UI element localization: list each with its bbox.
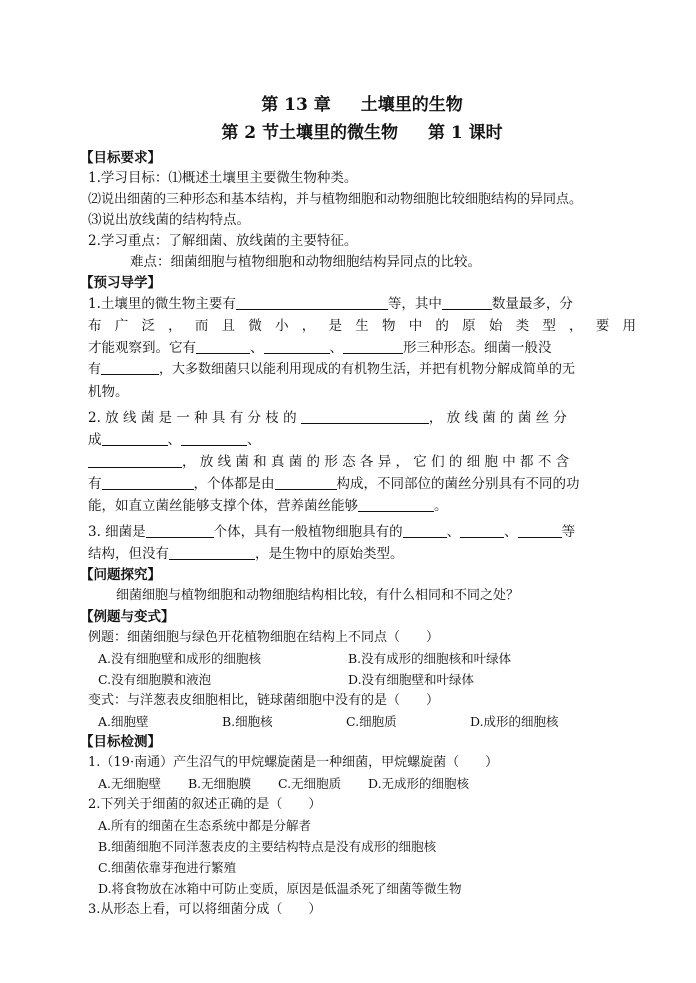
check-q1-options [88, 773, 636, 794]
answer-blank[interactable] [442, 295, 492, 310]
preview-q1-line2: 布 广 泛 ， 而 且 微 小 ， 是 生 物 中 的 原 始 类 型 ， 要 用 [88, 318, 636, 334]
variant-options [88, 711, 636, 732]
answer-blank[interactable] [301, 409, 429, 424]
option[interactable]: A.所有的细菌在生态系统中都是分解者 [98, 818, 312, 833]
lesson-number: 第 1 课时 [428, 123, 503, 143]
check-q2-option-b [88, 836, 636, 857]
goal-line: 1.学习目标：⑴概述土壤里主要微生物种类。 [88, 170, 358, 186]
check-q2-option-c [88, 857, 636, 878]
inquiry-text: 细菌细胞与植物细胞和动物细胞结构相比较，有什么相同和不同之处？ [116, 588, 520, 603]
example-question: 例题：细菌细胞与绿色开花植物细胞在结构上不同点（ ） [88, 630, 440, 645]
option[interactable]: C.细胞质 [346, 714, 397, 729]
option[interactable]: D.没有细胞壁和叶绿体 [348, 672, 475, 687]
answer-blank[interactable] [343, 339, 403, 354]
option[interactable]: C.细菌依靠芽孢进行繁殖 [98, 860, 237, 875]
chapter-name: 土壤里的生物 [360, 95, 463, 115]
example-options-row1 [88, 648, 636, 669]
option[interactable]: C.没有细胞膜和液泡 [98, 672, 212, 687]
variant-question: 变式：与洋葱表皮细胞相比，链球菌细胞中没有的是（ ） [88, 693, 440, 708]
example-options-row2 [88, 669, 636, 690]
option[interactable]: B.无细胞膜 [188, 776, 252, 791]
option[interactable]: C.无细胞质 [278, 776, 342, 791]
preview-q2-line4: 有 ，个体都是由 构成，不同部位的菌丝分别具有不同的功 [88, 476, 580, 492]
answer-blank[interactable] [403, 523, 447, 538]
preview-q2-line3: ， 放 线 菌 和 真 菌 的 形 态 各 异 ， 它 们 的 细 胞 中 都 不 含 [88, 451, 636, 473]
chapter-number: 第 13 章 [261, 95, 331, 115]
preview-q2-line2: 成 、 、 [88, 432, 261, 448]
answer-blank[interactable] [236, 295, 388, 310]
answer-blank[interactable] [181, 431, 247, 446]
preview-q1-line4: 有 ，大多数细菌只以能利用现成的有机物生活，并把有机物分解成简单的无 [88, 362, 576, 377]
section-title [88, 120, 636, 146]
preview-heading: 【预习导学】 [80, 275, 161, 291]
answer-blank[interactable] [102, 475, 194, 490]
option[interactable]: B.细胞核 [222, 714, 273, 729]
check-question-1: 1.（19·南通）产生沼气的甲烷螺旋菌是一种细菌，甲烷螺旋菌（ ） [88, 755, 499, 770]
check-question-2: 2.下列关于细菌的叙述正确的是（ ） [88, 797, 322, 812]
inquiry-heading: 【问题探究】 [80, 567, 161, 583]
option[interactable]: A.无细胞壁 [98, 776, 162, 791]
option[interactable]: B.细菌细胞不同洋葱表皮的主要结构特点是没有成形的细胞核 [98, 839, 437, 854]
goals-heading: 【目标要求】 [80, 150, 161, 166]
check-q2-option-d [88, 878, 636, 899]
option[interactable]: D.将食物放在冰箱中可防止变质，原因是低温杀死了细菌等微生物 [98, 881, 462, 896]
goal-line: 2.学习重点：了解细菌、放线菌的主要特征。 [88, 233, 358, 249]
option[interactable]: B.没有成形的细胞核和叶绿体 [348, 651, 512, 666]
answer-blank[interactable] [196, 339, 250, 354]
answer-blank[interactable] [358, 497, 434, 512]
chapter-title [88, 92, 636, 118]
preview-q2-line5: 能，如直立菌丝能够支撑个体，营养菌丝能够 。 [88, 498, 448, 514]
preview-q3-line2: 结构，但没有 ，是生物中的原始类型。 [88, 546, 404, 562]
preview-q1-line3: 才能观察到。它有 、 、 形三种形态。细菌一般没 [88, 340, 552, 356]
preview-q1-line5: 机物。 [88, 384, 129, 400]
preview-q3-line1: 3. 细菌是 个体，具有一般植物细胞具有的 、 、 等 [88, 524, 576, 540]
goal-line: ⑵说出细菌的三种形态和基本结构，并与植物细胞和动物细胞比较细胞结构的异同点。 [88, 192, 583, 207]
check-heading: 【目标检测】 [80, 734, 161, 750]
option[interactable]: A.细胞壁 [98, 714, 149, 729]
option[interactable]: D.无成形的细胞核 [368, 776, 470, 791]
preview-q2-line1: 2. 放 线 菌 是 一 种 具 有 分 枝 的 ， 放 线 菌 的 菌 丝 分 [88, 410, 567, 426]
answer-blank[interactable] [102, 431, 168, 446]
check-q2-option-a [88, 815, 636, 836]
goal-line: ⑶说出放线菌的结构特点。 [88, 212, 250, 228]
examples-heading: 【例题与变式】 [80, 609, 175, 625]
answer-blank[interactable] [146, 523, 214, 538]
section-name: 第 2 节土壤里的微生物 [221, 123, 398, 143]
answer-blank[interactable] [518, 523, 562, 538]
check-question-3: 3.从形态上看，可以将细菌分成（ ） [88, 902, 322, 917]
answer-blank[interactable] [264, 339, 330, 354]
answer-blank[interactable] [460, 523, 504, 538]
option[interactable]: D.成形的细胞核 [470, 714, 559, 729]
preview-q1-line1: 1.土壤里的微生物主要有 等，其中 数量最多，分 [88, 296, 573, 312]
answer-blank[interactable] [275, 475, 337, 490]
goal-line: 难点：细菌细胞与植物细胞和动物细胞结构异同点的比较。 [130, 254, 481, 270]
answer-blank[interactable] [169, 545, 255, 560]
option[interactable]: A.没有细胞壁和成形的细胞核 [98, 651, 262, 666]
answer-blank[interactable] [88, 453, 182, 468]
answer-blank[interactable] [101, 360, 159, 375]
